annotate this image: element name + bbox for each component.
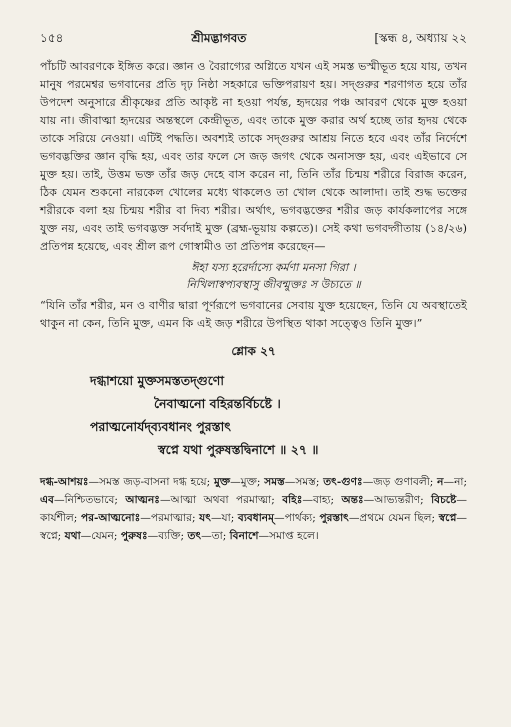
synonym-word: বিচষ্টে (431, 494, 457, 506)
synonym-word: বিনাশে (229, 530, 259, 542)
synonym-meaning: —সমস্ত জড়-বাসনা দগ্ধ হয়ে; (88, 476, 211, 488)
synonym-meaning: —পার্থক্য; (274, 512, 316, 524)
synonym-meaning: —যেমন; (80, 530, 118, 542)
synonym-word: পর-আত্মনোঃ (81, 512, 141, 524)
synonym-meaning: —আভ্যন্তরীণ; (363, 494, 424, 506)
verse-translation-quote: “যিনি তাঁর শরীর, মন ও বাণীর দ্বারা পূর্ণরূপে ভগবানের সেবায় যুক্ত হয়েছেন, তিনি যে অবস্থাতেই থাকুন না কেন, তিনি মুক্ত, এমন কি এই জড় শরীরে উপস্থিত থাকা সত্ত্বেও তিনি মুক্ত।” (40, 299, 467, 330)
synonym-meaning: —জড় গুণাবলী; (362, 476, 434, 488)
synonym-word: পুরস্তাৎ (319, 512, 349, 524)
synonym-meaning: —সমাপ্ত হলে। (258, 530, 319, 542)
synonym-word: অন্তঃ (341, 494, 364, 506)
synonym-meaning: —কার্যশীল; (40, 494, 467, 524)
synonym-meaning: —নিশ্চিতভাবে; (53, 494, 118, 506)
sloka-line: স্বপ্নে যথা পুরুষস্তদ্বিনাশে ॥ ২৭ ॥ (158, 442, 319, 457)
synonym-meaning: —তা; (201, 530, 227, 542)
sloka-line: নৈবাত্মনো বহিরন্তর্বিচষ্টে । (154, 396, 281, 411)
synonym-meaning: —প্রথমে যেমন ছিল; (348, 512, 436, 524)
quoted-verse-line: নিখিলাস্বপ্যবস্থাসু জীবন্মুক্তঃ স উচ্যতে ॥ (186, 278, 361, 291)
sloka-heading: শ্লোক ২৭ (231, 344, 276, 358)
synonym-meaning: —আত্মা অথবা পরমাত্মা; (159, 494, 275, 506)
quoted-verse-line: ঈহা যস্য হরের্দাস্যে কর্মণা মনসা গিরা । (191, 261, 356, 274)
synonym-meaning: —মুক্ত; (230, 476, 261, 488)
synonym-word: দগ্ধ-আশয়ঃ (40, 476, 89, 488)
purport-paragraph: পাঁচটি আবরণকে ইঙ্গিত করে। জ্ঞান ও বৈরাগ্যের অগ্নিতে যখন এই সমস্ত ভস্মীভূত হয়ে যায়, তখন মানুষ পরমেশ্বর ভগবানের প্রতি দৃঢ় নিষ্ঠা সহকারে ভক্তিপরায়ণ হয়। সদ্গুরুর শরণাগত হয়ে তাঁর উপদেশ অনুসারে শ্রীকৃষ্ণের প্রতি আকৃষ্ট না হওয়া পর্যন্ত, হৃদয়ের পঞ্চ আবরণ থেকে মুক্ত হওয়া যায় না। জীবাত্মা হৃদয়ের অন্তস্থলে কেন্দ্রীভূত, এবং তাকে মুক্ত করার অর্থ হচ্ছে তার হৃদয় থেকে তাকে সরিয়ে নেওয়া। এটিই পদ্ধতি। অবশ্যই তাকে সদ্গুরুর আশ্রয় নিতে হবে এবং তাঁর নির্দেশে ভগবদ্ভক্তির জ্ঞান বৃদ্ধি হয়, এবং তার ফলে সে জড় জগৎ থেকে অনাসক্ত হয়, এবং এইভাবে সে মুক্ত হয়। তাই, উত্তম ভক্ত তাঁর জড় দেহে বাস করেন না, তিনি তাঁর চিন্ময় শরীরে বিরাজ করেন, ঠিক যেমন শুকনো নারকেল খোলের মধ্যে থাকলেও তা খোল থেকে আলাদা। তাই শুদ্ধ ভক্তের শরীরকে বলা হয় চিন্ময় শরীর বা দিব্য শরীর। অর্থাৎ, ভগবদ্ভক্তের শরীর জড় কার্যকলাপের সঙ্গে যুক্ত নয়, এবং তাই ভগবদ্ভক্ত সর্বদাই মুক্ত (ব্রহ্ম-ভূয়ায় কল্পতে)। সেই কথা ভগবদ্গীতায় (১৪/২৬) প্রতিপন্ন হয়েছে, এবং শ্রীল রূপ গোস্বামীও তা প্রতিপন্ন করেছেন— (40, 60, 467, 253)
page-header (40, 30, 467, 50)
synonyms-block (40, 473, 467, 545)
synonym-word: আত্মনঃ (125, 494, 160, 506)
book-title: শ্রীমদ্ভাগবত (191, 31, 247, 45)
synonym-word: তৎ (187, 530, 202, 542)
synonym-word: তৎ-গুণঃ (323, 476, 363, 488)
sloka-text (40, 369, 467, 461)
synonym-meaning: —না; (443, 476, 468, 488)
quoted-verse (80, 259, 467, 293)
synonym-word: পুরুষঃ (120, 530, 148, 542)
synonym-word: ন (437, 476, 444, 488)
synonym-meaning: —সমস্ত; (284, 476, 320, 488)
synonym-word: সমস্ত (264, 476, 285, 488)
page-number: ১৫৪ (40, 31, 64, 45)
chapter-reference: [স্কন্ধ ৪, অধ্যায় ২২ (374, 31, 467, 45)
synonym-word: ব্যবধানম্ (237, 512, 275, 524)
synonym-word: বহিঃ (282, 494, 303, 506)
synonym-meaning: —বাহ্য; (302, 494, 335, 506)
sloka-line: দগ্ধাশয়ো মুক্তসমস্ততদ্গুণো (90, 373, 224, 388)
synonym-meaning: —যা; (210, 512, 235, 524)
synonym-word: যৎ (199, 512, 211, 524)
synonym-word: স্বপ্নে (438, 512, 457, 524)
synonym-word: মুক্ত (213, 476, 231, 488)
synonym-word: যথা (64, 530, 81, 542)
synonym-word: এব (40, 494, 54, 506)
synonym-meaning: —ব্যক্তি; (147, 530, 185, 542)
synonym-meaning: —স্বপ্নে; (40, 512, 468, 542)
synonym-meaning: —পরমাত্মার; (140, 512, 196, 524)
sloka-line: পরাত্মনোর্যদ্‌ব্যবধানং পুরস্তাৎ (90, 419, 231, 434)
